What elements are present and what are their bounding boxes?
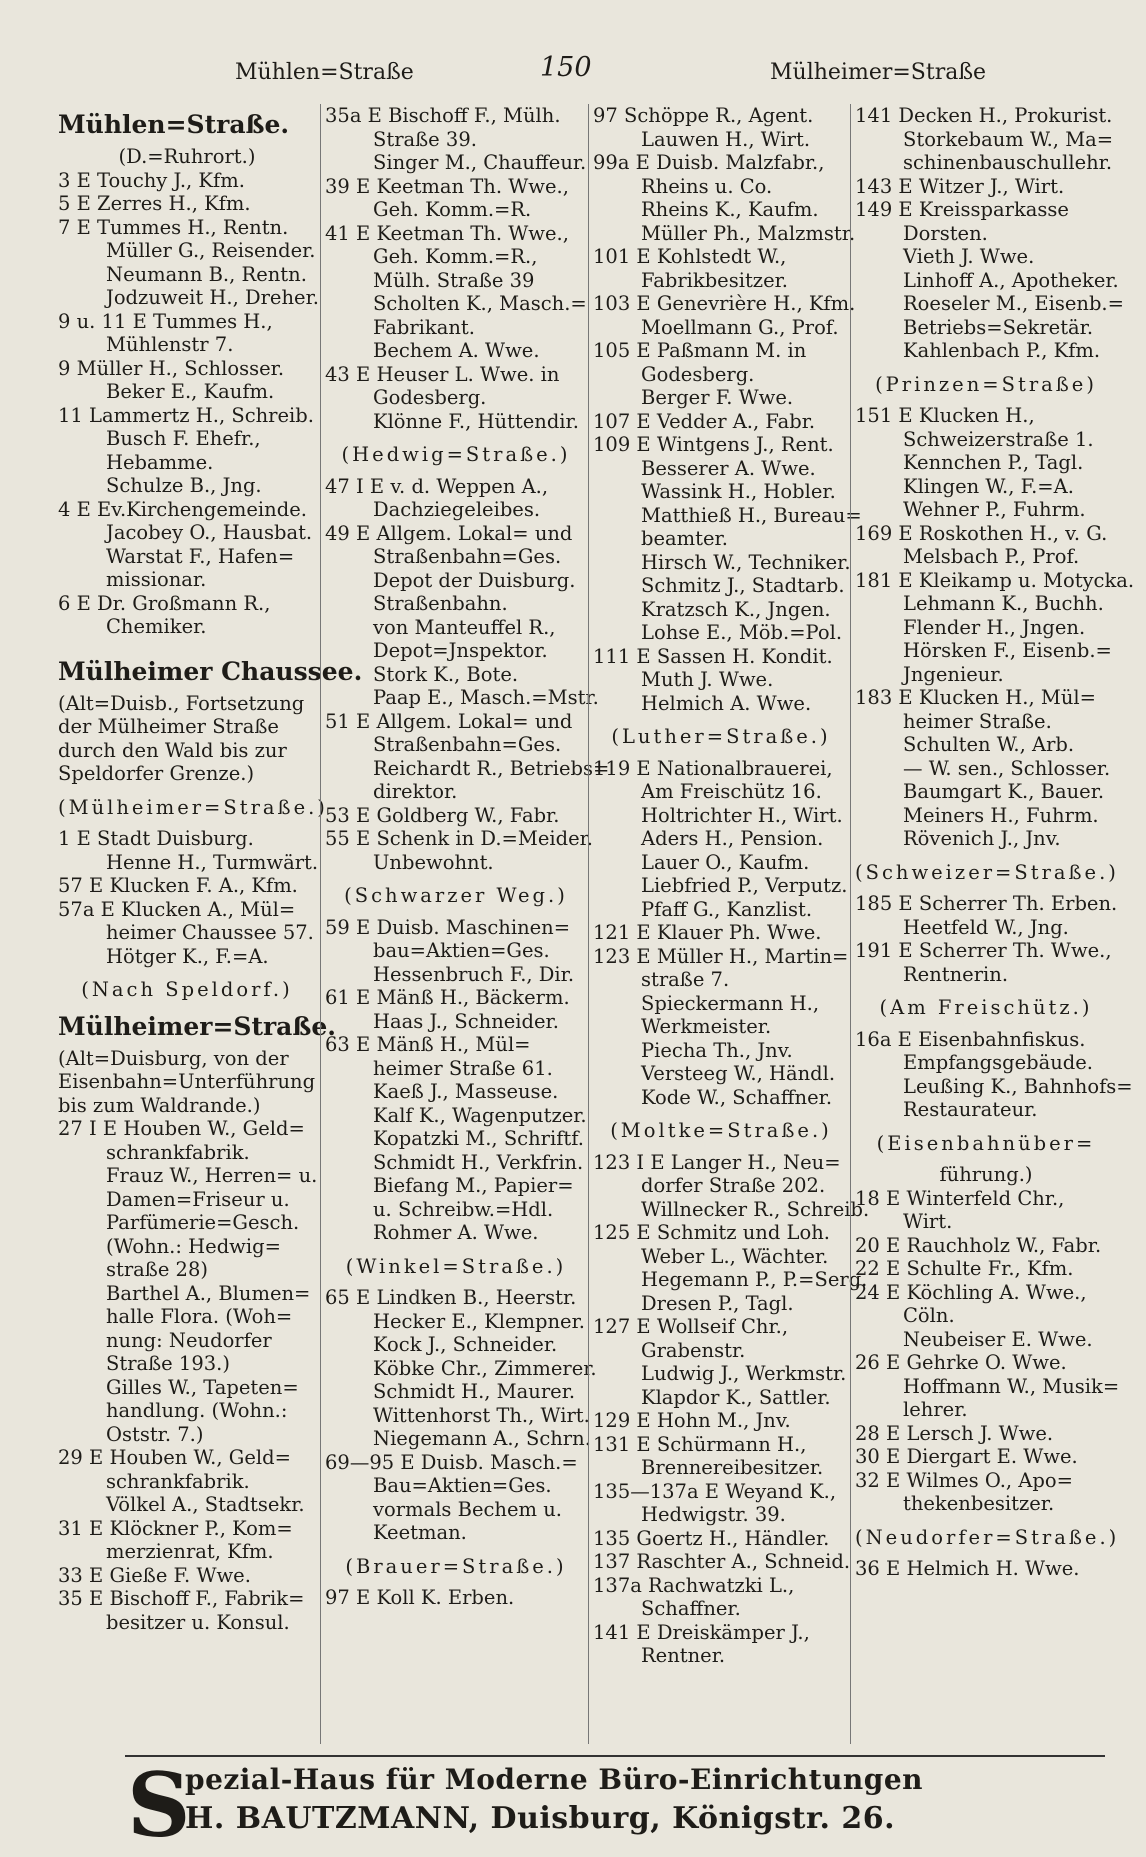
directory-entry: Melsbach P., Prof. <box>903 545 1080 568</box>
directory-entry: straße 7. <box>641 968 730 991</box>
directory-entry: Ludwig J., Werkmstr. <box>641 1362 847 1385</box>
directory-entry: (Alt=Duisb., Fortsetzung <box>58 691 305 715</box>
directory-entry: heimer Chaussee 57. <box>106 921 314 944</box>
directory-entry: Pfaff G., Kanzlist. <box>641 897 813 921</box>
directory-entry: schinenbauschullehr. <box>903 151 1113 174</box>
directory-entry: Lohse E., Möb.=Pol. <box>641 621 843 644</box>
directory-entry: 141 Decken H., Prokurist. <box>855 104 1113 127</box>
directory-entry: 123 E Müller H., Martin= <box>593 944 849 968</box>
directory-entry: straße 28) <box>106 1258 208 1281</box>
directory-entry: Straßenbahn=Ges. <box>373 545 562 568</box>
directory-entry: Linhoff A., Apotheker. <box>903 268 1119 292</box>
column-3 <box>588 104 870 1744</box>
directory-entry: 107 E Vedder A., Fabr. <box>593 409 816 433</box>
directory-entry: 129 E Hohn M., Jnv. <box>593 1409 791 1432</box>
directory-entry: nung: Neudorfer <box>106 1328 272 1352</box>
directory-entry: Schulten W., Arb. <box>903 733 1075 756</box>
directory-entry: 7 E Tummes H., Rentn. <box>58 215 289 239</box>
directory-entry: 28 E Lersch J. Wwe. <box>855 1421 1054 1445</box>
street-heading: Mülheimer Chaussee. <box>58 656 363 686</box>
directory-entry: Brennereibesitzer. <box>641 1456 824 1479</box>
directory-entry: Geh. Komm.=R., <box>373 245 538 268</box>
directory-entry: Oststr. 7.) <box>106 1422 204 1446</box>
directory-entry: Weber L., Wächter. <box>641 1244 829 1268</box>
directory-entry: Rentnerin. <box>903 962 1009 986</box>
directory-entry: lehrer. <box>903 1398 968 1421</box>
page-number: 150 <box>540 52 592 83</box>
cross-street-label: (Neudorfer=Straße.) <box>855 1525 1120 1549</box>
directory-entry: Mühlenstr 7. <box>106 333 234 356</box>
directory-entry: 123 I E Langer H., Neu= <box>593 1150 841 1174</box>
directory-entry: Neumann B., Rentn. <box>106 262 307 286</box>
directory-entry: 181 E Kleikamp u. Motycka. <box>855 568 1135 592</box>
directory-entry: 31 E Klöckner P., Kom= <box>58 1516 293 1540</box>
directory-entry: Müller Ph., Malzmstr. <box>641 221 856 245</box>
directory-entry: Matthieß H., Bureau= <box>641 503 862 527</box>
directory-entry: Godesberg. <box>641 362 755 386</box>
directory-entry: Grabenstr. <box>641 1338 746 1362</box>
directory-entry: Geh. Komm.=R. <box>373 198 532 221</box>
directory-entry: Wirt. <box>903 1210 953 1233</box>
directory-entry: Jodzuweit H., Dreher. <box>106 286 319 309</box>
directory-entry: 1 E Stadt Duisburg. <box>58 827 254 850</box>
directory-entry: Haas J., Schneider. <box>373 1009 559 1033</box>
directory-entry: 97 E Koll K. Erben. <box>325 1586 515 1609</box>
directory-entry: 137 Raschter A., Schneid. <box>593 1550 851 1573</box>
street-heading: Mülheimer=Straße. <box>58 1011 336 1041</box>
directory-entry: Busch F. Ehefr., <box>106 427 261 450</box>
directory-entry: Hörsken F., Eisenb.= <box>903 639 1112 662</box>
directory-entry: (Alt=Duisburg, von der <box>58 1046 289 1070</box>
cross-street-label: (Mülheimer=Straße.) <box>58 795 328 819</box>
directory-entry: Bau=Aktien=Ges. <box>373 1474 552 1497</box>
directory-entry: 27 I E Houben W., Geld= <box>58 1117 305 1140</box>
directory-entry: Straßenbahn=Ges. <box>373 733 562 756</box>
directory-entry: Aders H., Pension. <box>641 827 824 850</box>
directory-entry: 5 E Zerres H., Kfm. <box>58 192 251 215</box>
directory-entry: 101 E Kohlstedt W., <box>593 245 787 268</box>
directory-entry: 35a E Bischoff F., Mülh. <box>325 104 561 127</box>
directory-entry: Mülh. Straße 39 <box>373 268 535 292</box>
street-heading: Mühlen=Straße. <box>58 110 290 139</box>
directory-entry: Empfangsgebäude. <box>903 1051 1094 1074</box>
directory-entry: Henne H., Turmwärt. <box>106 850 319 874</box>
directory-entry: missionar. <box>106 568 207 591</box>
directory-entry: 131 E Schürmann H., <box>593 1432 807 1456</box>
directory-entry: 55 E Schenk in D.=Meider. <box>325 827 594 850</box>
directory-entry: 127 E Wollseif Chr., <box>593 1315 789 1338</box>
directory-entry: schrankfabrik. <box>106 1140 250 1164</box>
directory-entry: Kennchen P., Tagl. <box>903 451 1084 474</box>
directory-entry: — W. sen., Schlosser. <box>903 756 1111 780</box>
directory-entry: 20 E Rauchholz W., Fabr. <box>855 1233 1102 1257</box>
directory-entry: 6 E Dr. Großmann R., <box>58 591 271 615</box>
directory-entry: Barthel A., Blumen= <box>106 1281 311 1305</box>
directory-entry: Jacobey O., Hausbat. <box>106 521 313 544</box>
directory-entry: Depot=Jnspektor. <box>373 639 548 662</box>
directory-entry: 109 E Wintgens J., Rent. <box>593 433 834 456</box>
directory-entry: heimer Straße. <box>903 709 1052 733</box>
directory-entry: 65 E Lindken B., Heerstr. <box>325 1286 577 1309</box>
directory-entry: Kalf K., Wagenputzer. <box>373 1103 587 1127</box>
directory-entry: Lauwen H., Wirt. <box>641 127 811 151</box>
directory-entry: 191 E Scherrer Th. Wwe., <box>855 939 1112 962</box>
directory-entry: Hirsch W., Techniker. <box>641 550 851 574</box>
directory-entry: Berger F. Wwe. <box>641 386 794 409</box>
directory-entry: Dachziegeleibes. <box>373 498 541 521</box>
directory-entry: thekenbesitzer. <box>903 1492 1055 1515</box>
directory-entry: 9 u. 11 E Tummes H., <box>58 309 273 333</box>
column-2 <box>320 104 610 1744</box>
directory-entry: Godesberg. <box>373 386 487 409</box>
directory-entry: Schweizerstraße 1. <box>903 427 1094 451</box>
directory-entry: Am Freischütz 16. <box>641 780 822 803</box>
directory-entry: Holtrichter H., Wirt. <box>641 803 843 827</box>
directory-entry: Stork K., Bote. <box>373 662 519 686</box>
directory-entry: Flender H., Jngen. <box>903 615 1086 639</box>
directory-entry: Moellmann G., Prof. <box>641 315 839 339</box>
directory-entry: Spieckermann H., <box>641 991 820 1015</box>
directory-entry: Helmich A. Wwe. <box>641 691 812 715</box>
directory-entry: 22 E Schulte Fr., Kfm. <box>855 1257 1074 1280</box>
directory-entry: Rentner. <box>641 1644 726 1667</box>
directory-entry: 30 E Diergart E. Wwe. <box>855 1445 1078 1468</box>
directory-entry: (Wohn.: Hedwig= <box>106 1234 281 1258</box>
directory-entry: Hebamme. <box>106 450 214 474</box>
directory-entry: 105 E Paßmann M. in <box>593 339 807 362</box>
directory-entry: Chemiker. <box>106 615 207 638</box>
column-1 <box>58 104 363 1744</box>
directory-entry: 185 E Scherrer Th. Erben. <box>855 892 1118 915</box>
directory-entry: heimer Straße 61. <box>373 1056 553 1080</box>
directory-entry: Meiners H., Fuhrm. <box>903 803 1099 827</box>
directory-entry: 61 E Mänß H., Bäckerm. <box>325 986 570 1009</box>
directory-entry: Restaurateur. <box>903 1098 1038 1121</box>
directory-entry: 36 E Helmich H. Wwe. <box>855 1557 1080 1580</box>
directory-entry: 41 E Keetman Th. Wwe., <box>325 221 569 245</box>
directory-entry: (D.=Ruhrort.) <box>118 145 256 168</box>
directory-entry: dorfer Straße 202. <box>641 1174 826 1197</box>
directory-entry: Warstat F., Hafen= <box>106 544 295 568</box>
directory-entry: Hoffmann W., Musik= <box>903 1374 1120 1398</box>
directory-entry: Beker E., Kaufm. <box>106 380 275 403</box>
directory-entry: Leußing K., Bahnhofs= <box>903 1074 1133 1098</box>
directory-entry: Straße 39. <box>373 127 477 151</box>
directory-entry: 103 E Genevrière H., Kfm. <box>593 292 856 315</box>
cross-street-label: (Winkel=Straße.) <box>345 1254 567 1278</box>
column-4 <box>850 104 1135 1744</box>
cross-street-label: (Luther=Straße.) <box>611 725 831 748</box>
directory-entry: der Mülheimer Straße <box>58 715 279 738</box>
directory-entry: Unbewohnt. <box>373 850 494 874</box>
directory-entry: Schmitz J., Stadtarb. <box>641 574 845 597</box>
directory-entry: Kock J., Schneider. <box>373 1333 558 1356</box>
cross-street-label: (Nach Speldorf.) <box>81 978 293 1001</box>
directory-entry: 24 E Köchling A. Wwe., <box>855 1280 1087 1304</box>
directory-entry: 59 E Duisb. Maschinen= <box>325 915 571 939</box>
directory-entry: Rövenich J., Jnv. <box>903 827 1061 850</box>
directory-entry: durch den Wald bis zur <box>58 738 287 762</box>
directory-entry: Singer M., Chauffeur. <box>373 151 587 174</box>
directory-entry: bau=Aktien=Ges. <box>373 939 550 962</box>
directory-entry: 47 I E v. d. Weppen A., <box>325 474 549 498</box>
directory-entry: Niegemann A., Schrn. <box>373 1427 591 1450</box>
directory-entry: merzienrat, Kfm. <box>106 1540 274 1563</box>
cross-street-label: (Hedwig=Straße.) <box>341 443 571 466</box>
directory-entry: Völkel A., Stadtsekr. <box>106 1493 305 1516</box>
directory-entry: 121 E Klauer Ph. Wwe. <box>593 921 822 944</box>
directory-entry: Gilles W., Tapeten= <box>106 1375 299 1399</box>
directory-entry: Schmidt H., Verkfrin. <box>373 1150 584 1174</box>
directory-entry: Speldorfer Grenze.) <box>58 762 255 785</box>
directory-entry: schrankfabrik. <box>106 1469 250 1493</box>
directory-entry: 16a E Eisenbahnfiskus. <box>855 1027 1086 1051</box>
directory-entry: Keetman. <box>373 1521 467 1544</box>
cross-street-label: (Moltke=Straße.) <box>610 1119 832 1142</box>
directory-entry: 111 E Sassen H. Kondit. <box>593 644 833 668</box>
directory-entry: 29 E Houben W., Geld= <box>58 1446 291 1469</box>
directory-entry: vormals Bechem u. <box>373 1497 562 1521</box>
directory-entry: Cöln. <box>903 1304 955 1327</box>
directory-entry: 43 E Heuser L. Wwe. in <box>325 362 560 386</box>
directory-entry: bis zum Waldrande.) <box>58 1093 261 1117</box>
directory-entry: Scholten K., Masch.= <box>373 292 587 315</box>
directory-entry: Reichardt R., Betriebs= <box>373 756 610 780</box>
directory-entry: 35 E Bischoff F., Fabrik= <box>58 1587 305 1610</box>
page-header <box>0 52 1146 88</box>
directory-entry: 169 E Roskothen H., v. G. <box>855 521 1108 545</box>
cross-street-label: (Schweizer=Straße.) <box>855 860 1119 884</box>
directory-entry: 125 E Schmitz und Loh. <box>593 1221 830 1244</box>
directory-entry: Hegemann P., P.=Serg. <box>641 1268 868 1291</box>
cross-street-label: (Prinzen=Straße) <box>875 372 1097 396</box>
directory-entry: 51 E Allgem. Lokal= und <box>325 709 573 733</box>
directory-entry: 137a Rachwatzki L., <box>593 1573 795 1597</box>
directory-entry: Vieth J. Wwe. <box>903 245 1035 268</box>
directory-entry: Lehmann K., Buchh. <box>903 592 1104 615</box>
directory-entry: beamter. <box>641 527 728 550</box>
directory-entry: 3 E Touchy J., Kfm. <box>58 168 245 192</box>
directory-entry: Müller G., Reisender. <box>106 239 316 262</box>
directory-entry: Lauer O., Kaufm. <box>641 850 810 874</box>
directory-entry: 9 Müller H., Schlosser. <box>58 356 285 380</box>
directory-entry: 33 E Gieße F. Wwe. <box>58 1563 251 1587</box>
directory-entry: Wassink H., Hobler. <box>641 480 836 503</box>
directory-entry: 69—95 E Duisb. Masch.= <box>325 1450 578 1474</box>
directory-entry: Damen=Friseur u. <box>106 1187 290 1211</box>
directory-entry: 39 E Keetman Th. Wwe., <box>325 174 569 198</box>
directory-entry: Kode W., Schaffner. <box>641 1085 833 1109</box>
cross-street-label: (Schwarzer Weg.) <box>344 884 568 907</box>
directory-entry: Versteeg W., Händl. <box>641 1062 836 1085</box>
directory-entry: Bechem A. Wwe. <box>373 339 540 362</box>
advert-initial: S <box>127 1753 191 1857</box>
directory-entry: 63 E Mänß H., Mül= <box>325 1033 531 1056</box>
directory-entry: Klingen W., F.=A. <box>903 474 1074 498</box>
directory-entry: Werkmeister. <box>641 1015 772 1038</box>
directory-entry: Klönne F., Hüttendir. <box>373 409 579 433</box>
directory-entry: Liebfried P., Verputz. <box>641 874 848 897</box>
directory-entry: besitzer u. Konsul. <box>106 1610 290 1634</box>
directory-entry: Kahlenbach P., Kfm. <box>903 339 1101 362</box>
directory-entry: 32 E Wilmes O., Apo= <box>855 1468 1073 1492</box>
directory-entry: 151 E Klucken H., <box>855 404 1035 427</box>
directory-entry: Dorsten. <box>903 221 988 245</box>
cross-street-label: (Brauer=Straße.) <box>345 1554 567 1578</box>
directory-entry: Heetfeld W., Jng. <box>903 915 1069 939</box>
directory-entry: Fabrikant. <box>373 315 475 339</box>
directory-entry: Kopatzki M., Schriftf. <box>373 1127 584 1150</box>
directory-entry: 53 E Goldberg W., Fabr. <box>325 803 560 827</box>
directory-entry: 135—137a E Weyand K., <box>593 1479 837 1503</box>
directory-entry: Roeseler M., Eisenb.= <box>903 292 1124 315</box>
directory-entry: führung.) <box>939 1163 1033 1186</box>
directory-entry: Hessenbruch F., Dir. <box>373 962 575 986</box>
directory-entry: Willnecker R., Schreib. <box>641 1197 870 1221</box>
spacer <box>58 639 316 651</box>
directory-entry: 4 E Ev.Kirchengemeinde. <box>58 497 307 521</box>
directory-entry: Schmidt H., Maurer. <box>373 1380 576 1403</box>
directory-entry: Baumgart K., Bauer. <box>903 780 1105 803</box>
directory-entry: 26 E Gehrke O. Wwe. <box>855 1351 1067 1374</box>
directory-entry: Jngenieur. <box>903 662 1004 686</box>
directory-entry: handlung. (Wohn.: <box>106 1399 288 1422</box>
directory-entry: 99a E Duisb. Malzfabr., <box>593 151 825 174</box>
directory-entry: 143 E Witzer J., Wirt. <box>855 174 1065 198</box>
directory-entry: 183 E Klucken H., Mül= <box>855 686 1096 709</box>
directory-entry: Köbke Chr., Zimmerer. <box>373 1356 597 1380</box>
directory-entry: 135 Goertz H., Händler. <box>593 1526 830 1550</box>
directory-entry: Besserer A. Wwe. <box>641 456 816 480</box>
advert-line-2: H. BAUTZMANN, Duisburg, Königstr. 26. <box>185 1801 896 1836</box>
directory-entry: Kratzsch K., Jngen. <box>641 597 831 621</box>
directory-entry: 119 E Nationalbrauerei, <box>593 756 833 780</box>
directory-entry: Piecha Th., Jnv. <box>641 1038 793 1062</box>
advertisement-footer <box>125 1753 1105 1857</box>
directory-entry: Schaffner. <box>641 1597 741 1620</box>
directory-entry: 97 Schöppe R., Agent. <box>593 104 814 127</box>
header-left-street: Mühlen=Straße <box>235 60 414 85</box>
directory-entry: 18 E Winterfeld Chr., <box>855 1186 1065 1210</box>
directory-entry: Hedwigstr. 39. <box>641 1503 786 1526</box>
directory-entry: Depot der Duisburg. <box>373 568 576 592</box>
directory-entry: 141 E Dreiskämper J., <box>593 1620 810 1644</box>
directory-entry: Rheins u. Co. <box>641 174 773 198</box>
directory-entry: halle Flora. (Woh= <box>106 1305 293 1328</box>
directory-entry: 57 E Klucken F. A., Kfm. <box>58 874 298 897</box>
directory-entry: Hecker E., Klempner. <box>373 1309 585 1333</box>
directory-entry: Hötger K., F.=A. <box>106 944 269 968</box>
directory-entry: Paap E., Masch.=Mstr. <box>373 686 599 709</box>
directory-entry: 49 E Allgem. Lokal= und <box>325 521 573 545</box>
directory-entry: Frauz W., Herren= u. <box>106 1164 318 1187</box>
directory-entry: Straßenbahn. <box>373 592 508 615</box>
directory-entry: Dresen P., Tagl. <box>641 1291 794 1315</box>
cross-street-label: (Eisenbahnüber= <box>876 1131 1096 1155</box>
directory-entry: Schulze B., Jng. <box>106 474 262 497</box>
advert-line-1: pezial-Haus für Moderne Büro-Einrichtungen <box>185 1763 924 1796</box>
directory-entry: 11 Lammertz H., Schreib. <box>58 403 314 427</box>
directory-entry: 57a E Klucken A., Mül= <box>58 897 296 921</box>
cross-street-label: (Am Freischütz.) <box>879 996 1093 1019</box>
directory-entry: Kaeß J., Masseuse. <box>373 1080 559 1103</box>
directory-entry: Betriebs=Sekretär. <box>903 315 1094 339</box>
directory-entry: Straße 193.) <box>106 1352 230 1375</box>
directory-entry: direktor. <box>373 780 458 803</box>
directory-entry: Klapdor K., Sattler. <box>641 1385 831 1409</box>
directory-entry: Rheins K., Kaufm. <box>641 198 819 221</box>
directory-entry: Storkebaum W., Ma= <box>903 127 1114 151</box>
directory-entry: Wittenhorst Th., Wirt. <box>373 1403 590 1427</box>
header-right-street: Mülheimer=Straße <box>770 60 987 85</box>
directory-entry: Rohmer A. Wwe. <box>373 1221 539 1244</box>
directory-entry: von Manteuffel R., <box>373 615 556 639</box>
directory-entry: Neubeiser E. Wwe. <box>903 1327 1093 1351</box>
directory-entry: Fabrikbesitzer. <box>641 268 788 292</box>
directory-entry: Parfümerie=Gesch. <box>106 1211 300 1234</box>
directory-entry: Biefang M., Papier= <box>373 1174 574 1197</box>
directory-entry: Wehner P., Fuhrm. <box>903 498 1086 521</box>
directory-entry: Eisenbahn=Unterführung <box>58 1070 316 1093</box>
directory-entry: u. Schreibw.=Hdl. <box>373 1197 554 1221</box>
directory-entry: 149 E Kreissparkasse <box>855 198 1069 221</box>
directory-entry: Muth J. Wwe. <box>641 668 774 691</box>
